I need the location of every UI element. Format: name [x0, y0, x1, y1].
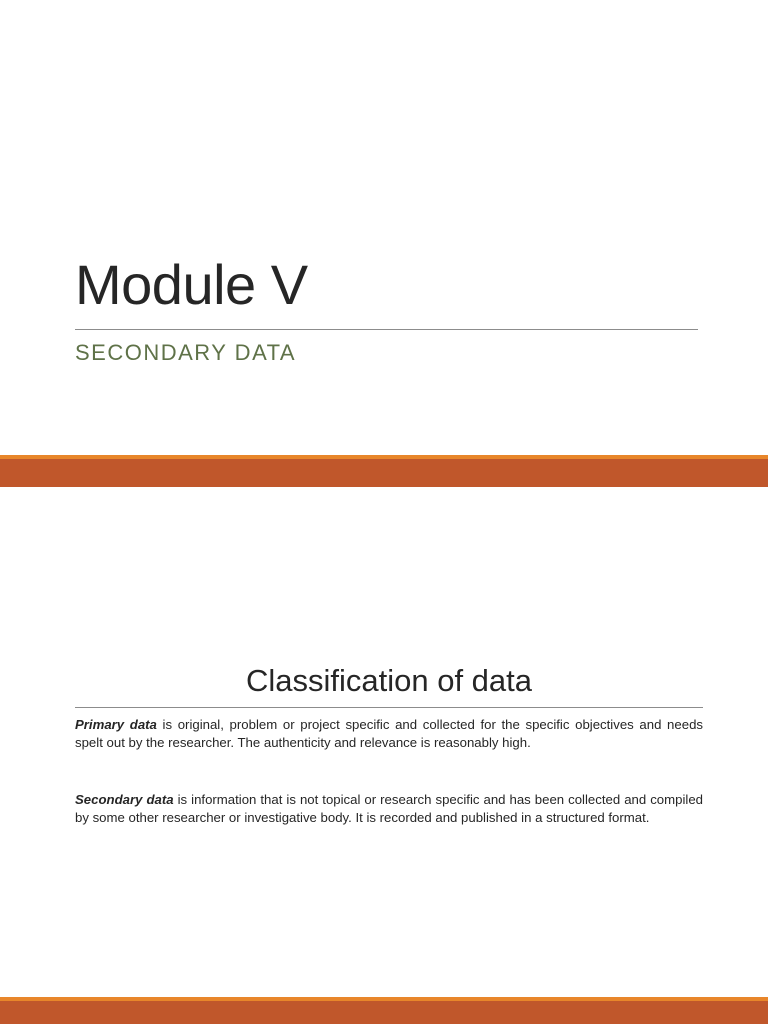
secondary-data-term: Secondary data [75, 792, 174, 807]
secondary-data-paragraph [75, 791, 703, 826]
slide-title: Module V [75, 253, 308, 316]
primary-data-term: Primary data [75, 717, 157, 732]
title-divider [75, 329, 698, 330]
secondary-data-text: is information that is not topical or research specific and has been collected and compiled by some other researcher or investigative body. It is recorded and published in a structured format. [75, 792, 703, 825]
slide-subtitle: SECONDARY DATA [75, 340, 297, 365]
heading-divider [75, 707, 703, 708]
slide-separator-bar [0, 459, 768, 487]
section-heading: Classification of data [245, 663, 533, 698]
bottom-bar [0, 1001, 768, 1024]
primary-data-paragraph [75, 716, 703, 751]
primary-data-text: is original, problem or project specific and collected for the specific objectives and needs spelt out by the researcher. The authenticity and relevance is reasonably high. [75, 717, 703, 750]
